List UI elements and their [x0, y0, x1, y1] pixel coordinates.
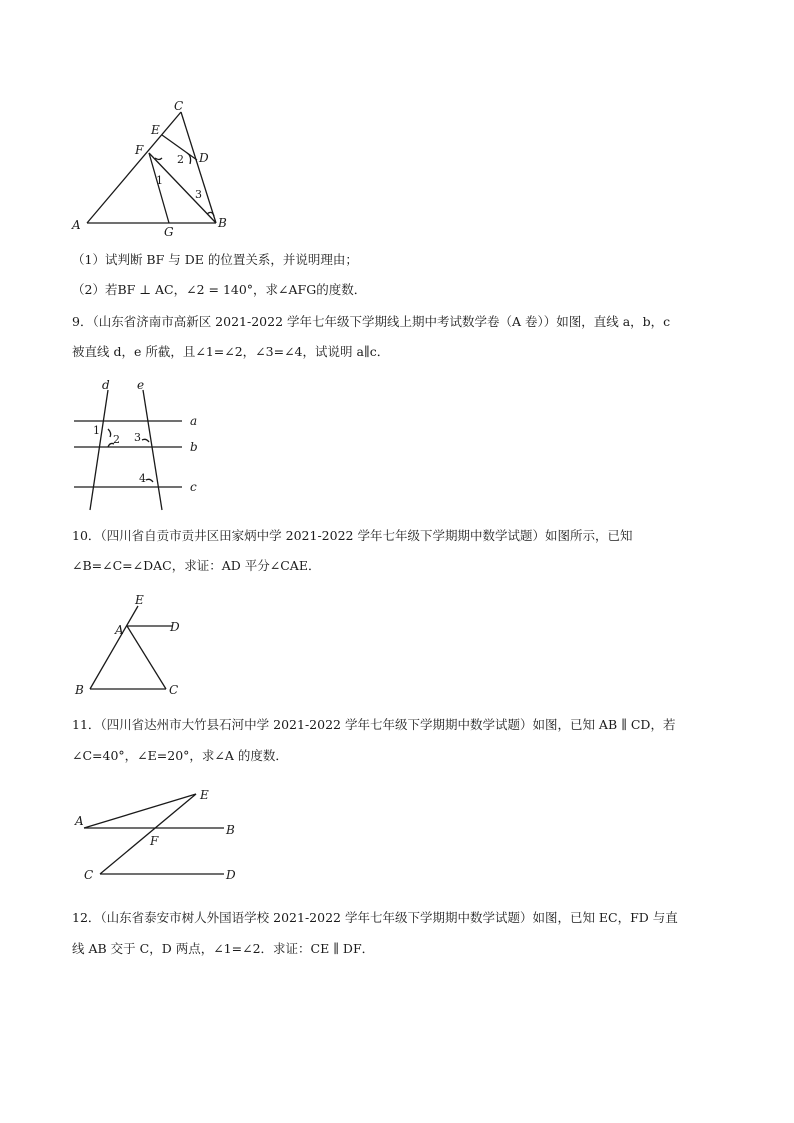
q10-line1: 10．（四川省自贡市贡井区田家炳中学 2021-2022 学年七年级下学期期中数学试题）如图所示，已知	[72, 528, 633, 543]
q10-line2: ∠B=∠C=∠DAC，求证：AD 平分∠CAE．	[72, 558, 321, 573]
label-E: E	[151, 123, 160, 137]
label-D: D	[226, 868, 236, 882]
label-F: F	[135, 143, 144, 157]
q9-line1: 9．（山东省济南市高新区 2021-2022 学年七年级下学期线上期中考试数学卷（A 卷））如图，直线 a，b，c	[72, 314, 671, 329]
label-a: a	[190, 414, 198, 428]
angle-1-label: 1	[156, 174, 163, 187]
label-G: G	[164, 225, 174, 239]
figure-triangle-q10	[70, 590, 190, 700]
angle-1-arc	[155, 158, 162, 160]
figure-triangle-q8	[60, 98, 250, 238]
label-D: D	[170, 620, 180, 634]
segment-BE	[90, 606, 138, 689]
q11-line1: 11．（四川省达州市大竹县石河中学 2021-2022 学年七年级下学期期中数学试题）如图，已知 AB ∥ CD，若	[72, 717, 676, 732]
label-A: A	[115, 623, 124, 637]
angle-1-label: 1	[93, 424, 100, 437]
q9-line2: 被直线 d，e 所截，且∠1=∠2，∠3=∠4，试说明 a∥c．	[72, 344, 390, 359]
label-C: C	[169, 683, 179, 697]
q12-line2: 线 AB 交于 C，D 两点，∠1=∠2．求证：CE ∥ DF．	[72, 941, 375, 956]
angle-1-arc	[108, 429, 111, 437]
label-B: B	[226, 823, 235, 837]
angle-3-label: 3	[134, 431, 141, 444]
q11-line2: ∠C=40°，∠E=20°，求∠A 的度数．	[72, 748, 288, 763]
label-A: A	[75, 814, 84, 828]
angle-4-label: 4	[139, 472, 146, 485]
label-F: F	[150, 834, 159, 848]
label-A: A	[72, 218, 81, 232]
line-d	[90, 390, 108, 510]
segment-AE	[84, 794, 196, 828]
label-B: B	[75, 683, 84, 697]
q12-line1: 12．（山东省泰安市树人外国语学校 2021-2022 学年七年级下学期期中数学试题）如图，已知 EC，FD 与直	[72, 910, 678, 925]
label-d: d	[102, 378, 110, 392]
angle-2-label: 2	[113, 433, 120, 446]
angle-4-arc	[146, 479, 153, 482]
label-D: D	[199, 151, 209, 165]
q8-part1: （1）试判断 BF 与 DE 的位置关系，并说明理由；	[72, 252, 358, 267]
label-C: C	[174, 99, 184, 113]
segment-CE	[100, 794, 196, 874]
segment-AC	[87, 112, 181, 223]
q8-part2: （2）若BF ⊥ AC，∠2 = 140°，求∠AFG的度数．	[72, 282, 367, 297]
figure-parallel-q11	[70, 782, 250, 887]
line-e	[143, 390, 162, 510]
label-E: E	[135, 593, 144, 607]
label-E: E	[200, 788, 209, 802]
angle-2-label: 2	[177, 153, 184, 166]
label-b: b	[190, 440, 198, 454]
label-C: C	[84, 868, 94, 882]
segment-CB	[181, 112, 216, 223]
figure-parallel-lines-q9	[60, 380, 220, 515]
angle-3-arc	[142, 439, 149, 442]
segment-AC	[127, 626, 166, 689]
angle-3-label: 3	[195, 188, 202, 201]
label-c: c	[190, 480, 197, 494]
label-e: e	[137, 378, 145, 392]
label-B: B	[218, 216, 227, 230]
